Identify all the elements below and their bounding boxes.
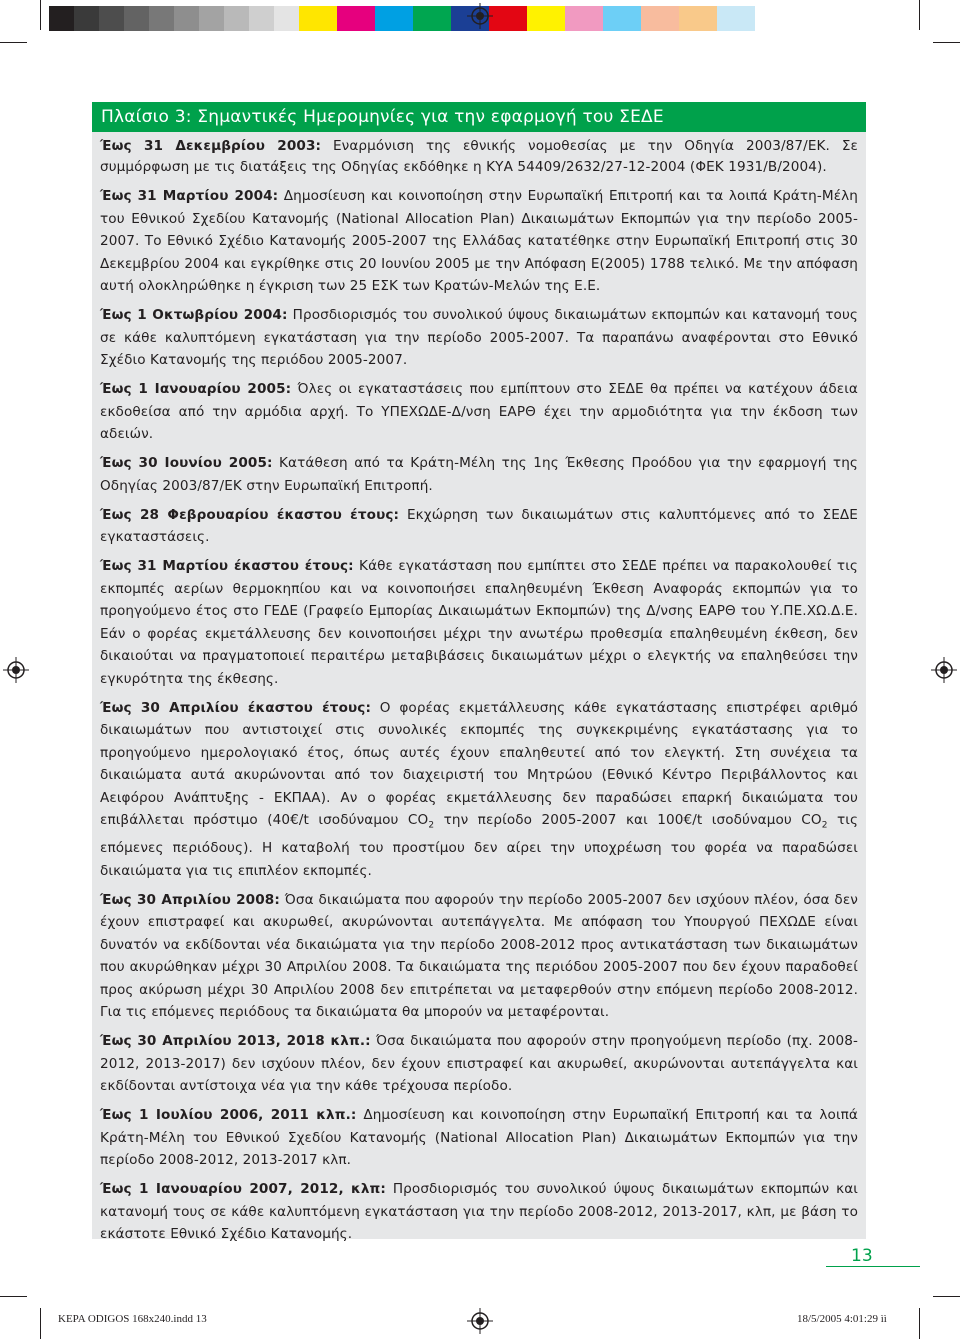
list-item [100, 1104, 858, 1172]
list-item [100, 304, 858, 372]
entry-date: Έως 31 Μαρτίου 2004: [100, 188, 279, 204]
entry-date: Έως 30 Απριλίου 2013, 2018 κλπ.: [100, 1033, 371, 1050]
entry-text: Εκχώρηση των δικαιωμάτων στις καλυπτόμενες από το ΣΕΔΕ εγκαταστάσεις. [100, 506, 858, 545]
color-swatch [565, 6, 603, 31]
entry-date: Έως 1 Οκτωβρίου 2004: [100, 307, 288, 323]
footer-timestamp: 18/5/2005 4:01:29 ìì [797, 1313, 887, 1325]
entry-text: Κάθε εγκατάσταση που εμπίπτει στο ΣΕΔΕ πρέπει να παρακολουθεί τις εκπομπές αερίων θερμοκηπίου και να κοινοποιήσει επαληθευμένη Έκθεση Αναφοράς εκπομπών για το προηγούμενο έτος στο ΓΕΔΕ (Γραφείο Εμπορίας Δικαιωμάτων Εκπομπών) της Δ/νσης ΕΑΡΘ του Υ.ΠΕ.ΧΩ.Δ.Ε. Εάν ο φορέας εκμετάλλευσης δεν κοινοποιήσει μέχρι την ανωτέρω προθεσμία επαληθευμένη έκθεση, δεν δικαιούται να πραγματοποιεί περαιτέρω μεταβιβάσεις δικαιωμάτων μέχρι ο ελεγκτής να επαληθεύσει την εγκυρότητα της έκθεσης. [100, 558, 858, 687]
color-swatch [149, 6, 174, 31]
list-item [100, 555, 858, 690]
entry-date: Έως 30 Απριλίου έκαστου έτους: [100, 699, 371, 716]
list-item [100, 1030, 858, 1098]
entry-text: την περίοδο 2005-2007 και 100€/t ισοδύναμου CO [434, 812, 822, 828]
color-swatch [337, 6, 375, 31]
color-swatch [679, 6, 717, 31]
color-swatch [527, 6, 565, 31]
crop-mark [933, 42, 960, 43]
list-item [100, 378, 858, 446]
color-swatch [375, 6, 413, 31]
list-item [100, 136, 858, 178]
subscript: 2 [428, 820, 435, 831]
info-box [92, 102, 866, 1243]
list-item [100, 185, 858, 298]
color-swatch [299, 6, 337, 31]
page-number: 13 [851, 1246, 873, 1266]
color-swatch [224, 6, 249, 31]
color-swatch [174, 6, 199, 31]
footer-file-name: KEPA ODIGOS 168x240.indd 13 [58, 1313, 207, 1325]
entry-date: Έως 31 Μαρτίου έκαστου έτους: [100, 558, 354, 574]
entry-date: Έως 31 Δεκεμβρίου 2003: [100, 138, 322, 154]
entry-text: τις επόμενες περιόδους). Η καταβολή του προστίμου δεν αίρει την υποχρέωση του φορέα να παραδώσει δικαιώματα για τις επιπλέον εκπομπές. [100, 812, 859, 879]
color-swatch [199, 6, 224, 31]
color-swatch [74, 6, 99, 31]
box-title: Πλαίσιο 3: Σημαντικές Ημερομηνίες για την εφαρμογή του ΣΕΔΕ [92, 102, 866, 132]
color-swatch [413, 6, 451, 31]
crop-mark [0, 42, 27, 43]
entry-text: Όσα δικαιώματα που αφορούν στην προηγούμενη περίοδο (πχ. 2008-2012, 2013-2017) δεν ισχύουν πλέον, δεν έχουν επιστραφεί και ακυρωθεί, ακυρώνονται αυτεπάγγελτα και εκδίδονται αντίστοιχα νέα για την κάθε τρέχουσα περίοδο. [100, 1033, 858, 1095]
color-swatch [124, 6, 149, 31]
crop-mark [40, 0, 41, 30]
color-swatch [99, 6, 124, 31]
list-item [100, 697, 858, 883]
list-item [100, 889, 858, 1024]
list-item [100, 452, 858, 497]
crop-mark [40, 1308, 41, 1339]
entry-date: Έως 30 Απριλίου 2008: [100, 891, 280, 908]
subscript: 2 [821, 820, 828, 831]
list-item [100, 504, 858, 549]
registration-mark-icon [931, 657, 957, 683]
color-swatch [49, 6, 74, 31]
entry-text: Δημοσίευση και κοινοποίηση στην Ευρωπαϊκή Επιτροπή και τα λοιπά Κράτη-Μέλη του Εθνικού Σχεδίου Κατανομής (National Allocation Plan) Δικαιωμάτων Εκπομπών για την περίοδο 2008-2012, 2013-2017 κλπ. [100, 1107, 858, 1169]
entry-text: Προσδιορισμός του συνολικού ύψους δικαιωμάτων εκπομπών και κατανομή τους σε κάθε καλυπτόμενη εγκατάσταση για την περίοδο 2005-2007. Τα παραπάνω αναφέρονται στο Εθνικό Σχέδιο Κατανομής της περιόδου 2005-2007. [100, 307, 858, 368]
list-item [100, 1178, 858, 1246]
entry-date: Έως 30 Ιουνίου 2005: [100, 455, 273, 471]
color-swatch [274, 6, 299, 31]
entry-date: Έως 28 Φεβρουαρίου έκαστου έτους: [100, 506, 400, 523]
color-swatch [249, 6, 274, 31]
entry-date: Έως 1 Ιανουαρίου 2005: [100, 381, 292, 397]
entry-text: Εναρμόνιση της εθνικής νομοθεσίας με την Οδηγία 2003/87/ΕΚ. Σε συμμόρφωση με τις διατάξεις της Οδηγίας εκδόθηκε η ΚΥΑ 54409/2632/27-12-2004 (ΦΕΚ 1931/Β/2004). [100, 138, 858, 175]
entry-text: Όσα δικαιώματα που αφορούν την περίοδο 2005-2007 δεν ισχύουν πλέον, όσα δεν έχουν επιστραφεί και ακυρωθεί, ακυρώνονται αυτεπάγγελτα. Με απόφαση του Υπουργού ΠΕΧΩΔΕ είναι δυνατόν να εκδίδονται νέα δικαιώματα για την περίοδο 2008-2012 προς αντικατάσταση των δικαιωμάτων που ακυρώθηκαν μέχρι 30 Απριλίου 2008. Τα δικαιώματα της περιόδου 2005-2007 που δεν έχουν παραδοθεί προς ακύρωση μέχρι 30 Απριλίου 2008 δεν επιτρέπεται να μεταφερθούν στην επόμενη περίοδο 2008-2012. Για τις επόμενες περιόδους τα δικαιώματα θα μπορούν να μεταφέρονται. [100, 891, 858, 1021]
color-swatch [603, 6, 641, 31]
crop-mark [919, 1308, 920, 1339]
crop-mark [933, 1296, 960, 1297]
registration-mark-icon [467, 1308, 493, 1334]
registration-mark-icon [467, 3, 493, 29]
entry-text: Δημοσίευση και κοινοποίηση στην Ευρωπαϊκή Επιτροπή και τα λοιπά Κράτη-Μέλη του Εθνικού Σχεδίου Κατανομής (National Allocation Plan) Δικαιωμάτων Εκπομπών για την περίοδο 2005-2007. Το Εθνικό Σχέδιο Κατανομής 2005-2007 της Ελλάδας κατατέθηκε στην Ευρωπαϊκή Επιτροπή στις 30 Δεκεμβρίου 2004 και εγκρίθηκε στις 20 Ιουνίου 2005 με την Απόφαση Ε(2005) 1788 τελικό. Με την απόφαση αυτή ολοκληρώθηκε η έγκριση των 25 ΕΣΚ των Κρατών-Μελών της Ε.Ε. [100, 188, 858, 294]
entry-text: Όλες οι εγκαταστάσεις που εμπίπτουν στο ΣΕΔΕ θα πρέπει να κατέχουν άδεια εκδοθείσα από την αρμόδια αρχή. Το ΥΠΕΧΩΔΕ-Δ/νση ΕΑΡΘ έχει την αρμοδιότητα για την έκδοση των αδειών. [100, 381, 858, 442]
entry-text: Κατάθεση από τα Κράτη-Μέλη της 1ης Έκθεσης Προόδου για την εφαρμογή της Οδηγίας 2003/87/ΕΚ στην Ευρωπαϊκή Επιτροπή. [100, 455, 859, 494]
crop-mark [0, 1296, 27, 1297]
entries-list [100, 136, 858, 1252]
entry-text: Προσδιορισμός του συνολικού ύψους δικαιωμάτων εκπομπών και κατανομή τους σε κάθε καλυπτόμενη εγκατάσταση για την περίοδο 2008-2012, 2013-2017, κλπ, με βάση το εκάστοτε Εθνικό Σχέδιο Κατανομής. [100, 1181, 859, 1243]
entry-date: Έως 1 Ιουλίου 2006, 2011 κλπ.: [100, 1107, 357, 1124]
color-swatch [489, 6, 527, 31]
page-number-rule [826, 1266, 920, 1267]
crop-mark [919, 0, 920, 30]
registration-mark-icon [3, 657, 29, 683]
printer-color-bar [49, 6, 755, 31]
color-swatch [641, 6, 679, 31]
entry-text: Ο φορέας εκμετάλλευσης κάθε εγκατάστασης επιστρέφει αριθμό δικαιωμάτων που αντιστοιχεί στις συνολικές εκπομπές της συγκεκριμένης εγκατάστασης για το προηγούμενο ημερολογιακό έτος, όπως αυτές έχουν επαληθευτεί από τον ελεγκτή. Στη συνέχεια τα δικαιώματα αυτά ακυρώνονται από τον διαχειριστή του Μητρώου (Εθνικό Κέντρο Περιβάλλοντος και Αειφόρου Ανάπτυξης - ΕΚΠΑΑ). Αν ο φορέας εκμετάλλευσης δεν παραδώσει επαρκή δικαιώματα του επιβάλλεται πρόστιμο (40€/t ισοδύναμου CO [100, 699, 858, 828]
entry-date: Έως 1 Ιανουαρίου 2007, 2012, κλπ: [100, 1181, 386, 1198]
color-swatch [717, 6, 755, 31]
